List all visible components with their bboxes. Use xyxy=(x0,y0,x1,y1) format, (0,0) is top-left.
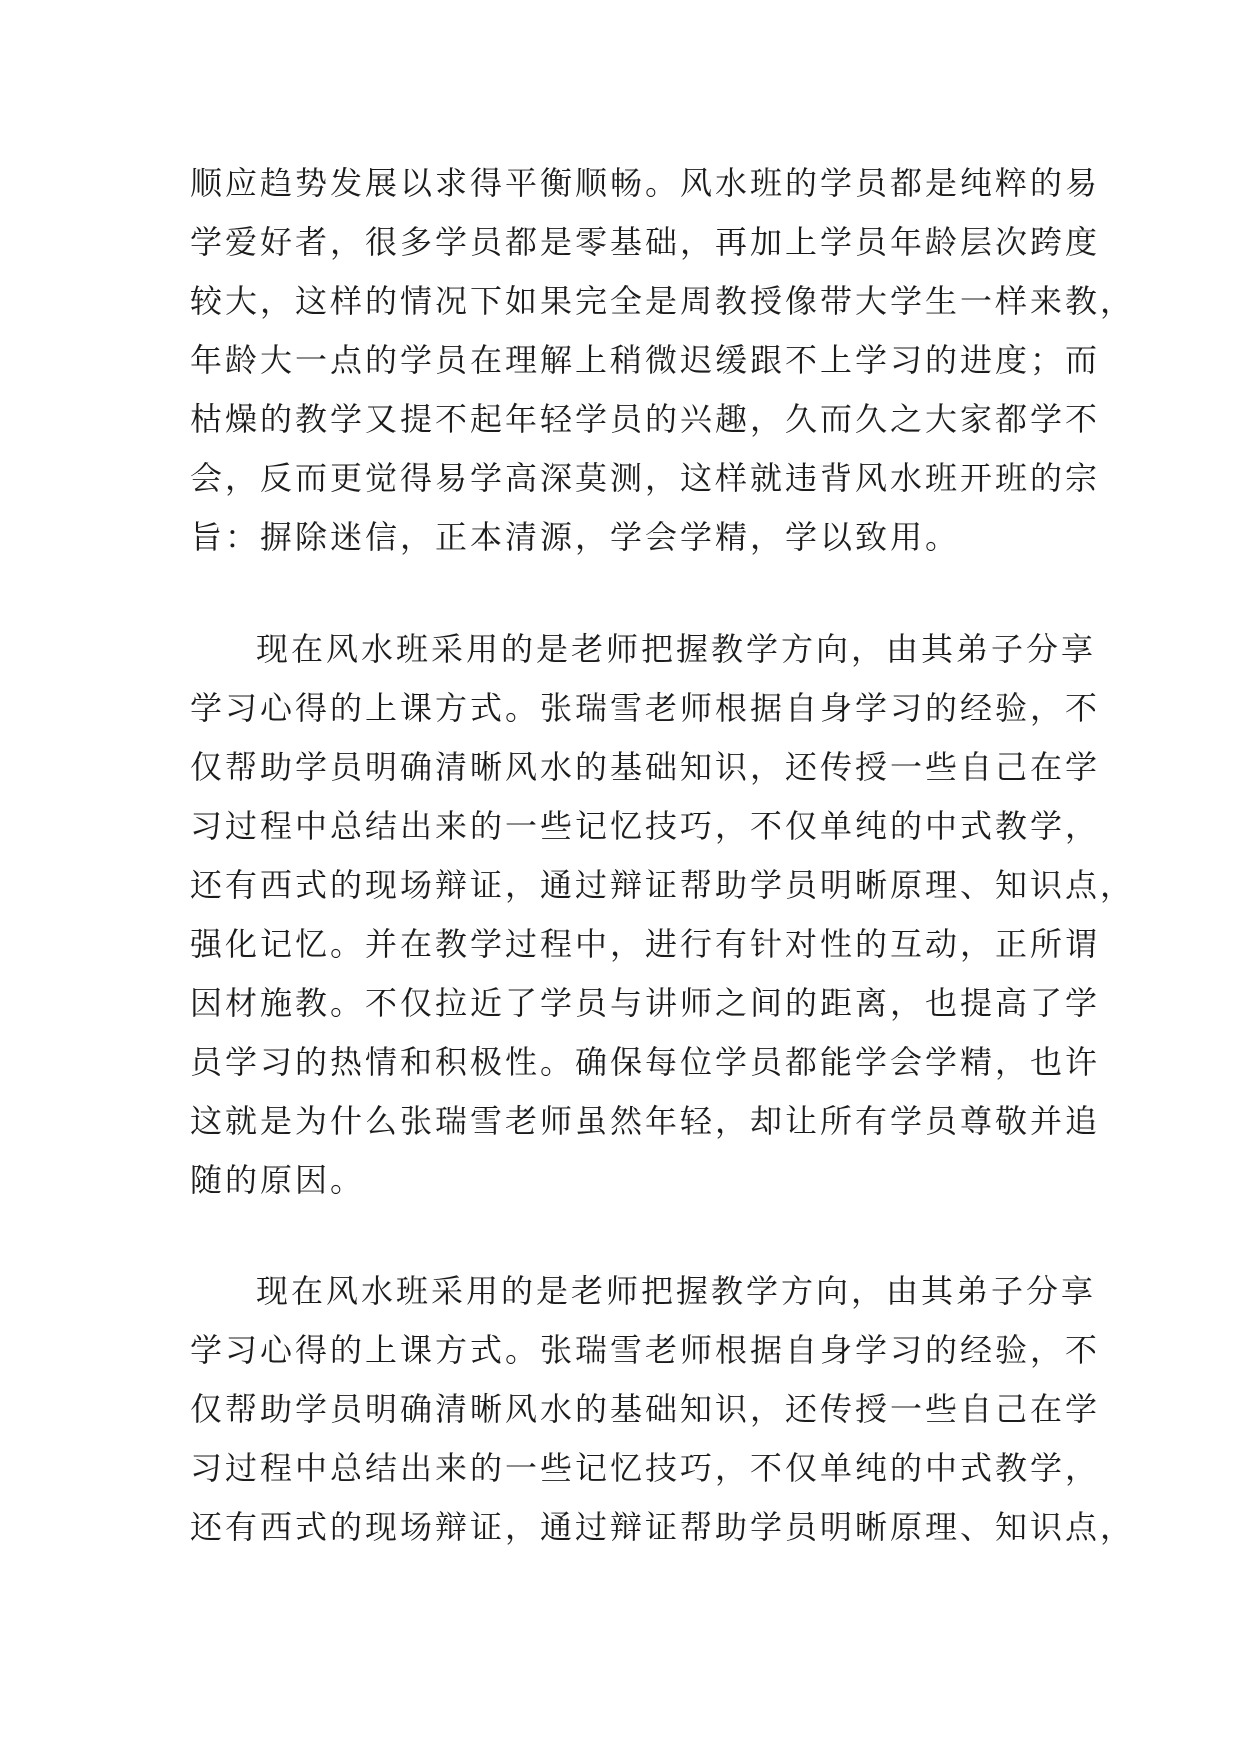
paragraph-2-line-7: 因材施教。不仅拉近了学员与讲师之间的距离，也提高了学 xyxy=(190,984,1101,1022)
paragraph-1-line-6: 会，反而更觉得易学高深莫测，这样就违背风水班开班的宗 xyxy=(190,459,1101,497)
paragraph-2-line-8: 员学习的热情和积极性。确保每位学员都能学会学精，也许 xyxy=(190,1043,1101,1081)
paragraph-3-line-2: 学习心得的上课方式。张瑞雪老师根据自身学习的经验，不 xyxy=(190,1331,1101,1369)
paragraph-3-line-1: 现在风水班采用的是老师把握教学方向，由其弟子分享 xyxy=(256,1272,1097,1310)
paragraph-1-line-7: 旨：摒除迷信，正本清源，学会学精，学以致用。 xyxy=(190,518,961,556)
paragraph-3-line-3: 仅帮助学员明确清晰风水的基础知识，还传授一些自己在学 xyxy=(190,1390,1101,1428)
paragraph-3-line-4: 习过程中总结出来的一些记忆技巧，不仅单纯的中式教学， xyxy=(190,1449,1101,1487)
paragraph-1-line-4: 年龄大一点的学员在理解上稍微迟缓跟不上学习的进度；而 xyxy=(190,341,1101,379)
paragraph-1-line-1: 顺应趋势发展以求得平衡顺畅。风水班的学员都是纯粹的易 xyxy=(190,164,1101,202)
paragraph-2-line-10: 随的原因。 xyxy=(190,1161,366,1199)
paragraph-2-line-2: 学习心得的上课方式。张瑞雪老师根据自身学习的经验，不 xyxy=(190,689,1101,727)
paragraph-3-line-5: 还有西式的现场辩证，通过辩证帮助学员明晰原理、知识点， xyxy=(190,1508,1136,1546)
paragraph-1-line-2: 学爱好者，很多学员都是零基础，再加上学员年龄层次跨度 xyxy=(190,223,1101,261)
paragraph-2-line-6: 强化记忆。并在教学过程中，进行有针对性的互动，正所谓 xyxy=(190,925,1101,963)
paragraph-2-line-4: 习过程中总结出来的一些记忆技巧，不仅单纯的中式教学， xyxy=(190,807,1101,845)
paragraph-1-line-5: 枯燥的教学又提不起年轻学员的兴趣，久而久之大家都学不 xyxy=(190,400,1101,438)
paragraph-2-line-5: 还有西式的现场辩证，通过辩证帮助学员明晰原理、知识点， xyxy=(190,866,1136,904)
paragraph-2-line-9: 这就是为什么张瑞雪老师虽然年轻，却让所有学员尊敬并追 xyxy=(190,1102,1101,1140)
paragraph-2-line-3: 仅帮助学员明确清晰风水的基础知识，还传授一些自己在学 xyxy=(190,748,1101,786)
paragraph-2-line-1: 现在风水班采用的是老师把握教学方向，由其弟子分享 xyxy=(256,630,1097,668)
paragraph-1-line-3: 较大，这样的情况下如果完全是周教授像带大学生一样来教， xyxy=(190,282,1136,320)
